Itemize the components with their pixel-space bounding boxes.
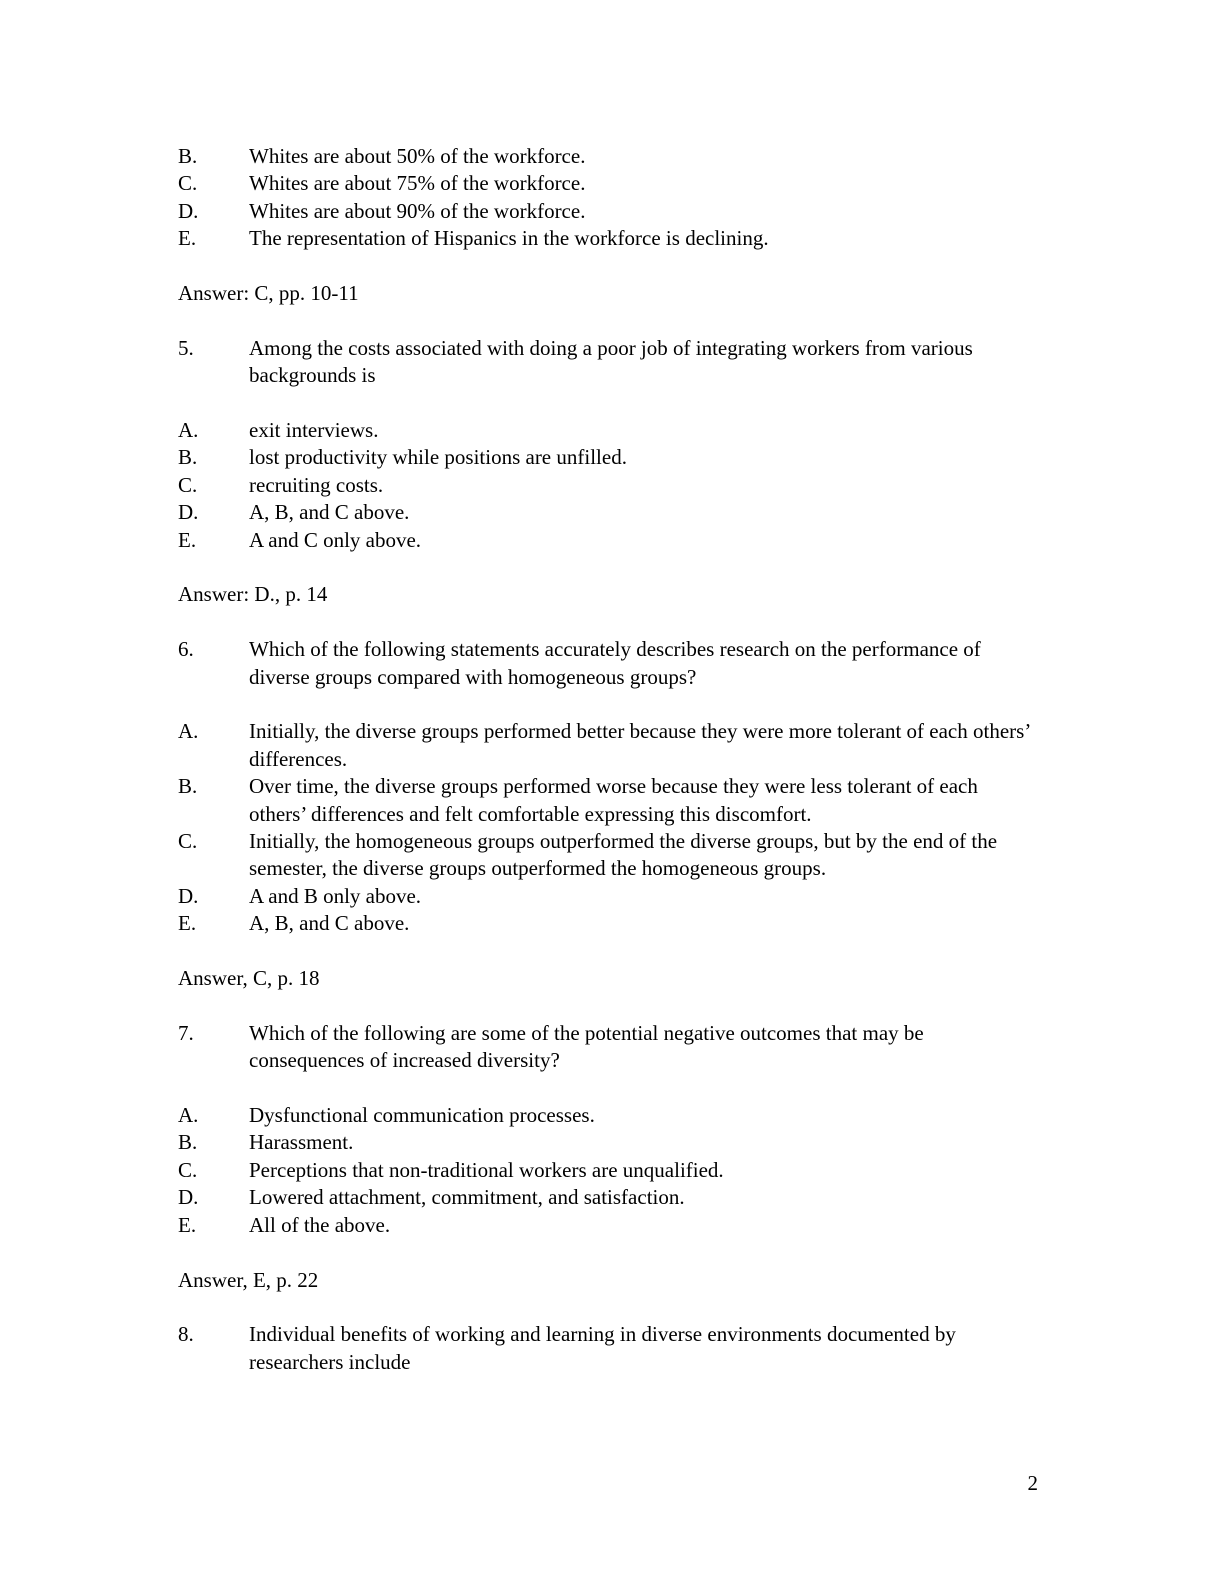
option-text: A, B, and C above. xyxy=(249,911,410,936)
option-row xyxy=(178,170,1038,197)
option-text: exit interviews. xyxy=(249,418,379,443)
option-label: D. xyxy=(178,883,199,908)
option-label: C. xyxy=(178,171,198,196)
option-row xyxy=(178,773,1038,828)
option-text: A and C only above. xyxy=(249,527,422,552)
option-text: Initially, the diverse groups performed better because they were more tolerant of each others’ differences. xyxy=(249,719,1030,771)
option-row xyxy=(178,527,1038,554)
option-row xyxy=(178,910,1038,937)
option-text: A, B, and C above. xyxy=(249,500,410,525)
option-row xyxy=(178,1102,1038,1129)
option-row xyxy=(178,1157,1038,1184)
answer-line: Answer: C, pp. 10-11 xyxy=(178,281,359,306)
option-label: D. xyxy=(178,500,199,525)
question-text: Which of the following are some of the potential negative outcomes that may be consequences of increased diversity? xyxy=(249,1020,924,1073)
question-number: 5. xyxy=(178,335,194,360)
question-5 xyxy=(178,335,1038,390)
option-label: C. xyxy=(178,829,198,854)
page-content xyxy=(178,143,1038,1376)
option-row xyxy=(178,1212,1038,1239)
option-label: E. xyxy=(178,911,197,936)
option-row xyxy=(178,143,1038,170)
question-number: 8. xyxy=(178,1322,194,1347)
option-label: C. xyxy=(178,472,198,497)
answer-line: Answer: D., p. 14 xyxy=(178,582,328,607)
option-row xyxy=(178,225,1038,252)
question-6 xyxy=(178,636,1038,691)
option-label: B. xyxy=(178,445,198,470)
option-label: C. xyxy=(178,1157,198,1182)
option-label: E. xyxy=(178,226,197,251)
page-number: 2 xyxy=(1027,1471,1038,1495)
option-text: Perceptions that non-traditional workers are unqualified. xyxy=(249,1157,724,1182)
option-row xyxy=(178,883,1038,910)
option-text: A and B only above. xyxy=(249,883,422,908)
option-row xyxy=(178,718,1038,773)
option-text: recruiting costs. xyxy=(249,472,384,497)
question-number: 7. xyxy=(178,1020,194,1045)
question-4-options xyxy=(178,143,1038,253)
question-7 xyxy=(178,1020,1038,1075)
option-label: E. xyxy=(178,1212,197,1237)
option-label: A. xyxy=(178,418,199,443)
option-row xyxy=(178,417,1038,444)
option-text: lost productivity while positions are unfilled. xyxy=(249,445,627,470)
option-label: D. xyxy=(178,198,199,223)
option-row xyxy=(178,198,1038,225)
option-label: A. xyxy=(178,1103,199,1128)
option-text: Initially, the homogeneous groups outperformed the diverse groups, but by the end of the semester, the diverse groups outperformed the homogeneous groups. xyxy=(249,829,998,881)
option-text: All of the above. xyxy=(249,1212,391,1237)
option-row xyxy=(178,1129,1038,1156)
option-text: Dysfunctional communication processes. xyxy=(249,1103,595,1128)
option-row xyxy=(178,499,1038,526)
option-label: A. xyxy=(178,719,199,744)
option-text: Harassment. xyxy=(249,1130,354,1155)
option-text: Over time, the diverse groups performed worse because they were less tolerant of each others’ differences and felt comfortable expressing this discomfort. xyxy=(249,774,978,826)
option-label: B. xyxy=(178,774,198,799)
option-text: Whites are about 75% of the workforce. xyxy=(249,171,586,196)
option-text: Whites are about 90% of the workforce. xyxy=(249,198,586,223)
question-text: Individual benefits of working and learning in diverse environments documented by researchers include xyxy=(249,1322,956,1374)
option-label: B. xyxy=(178,144,198,168)
answer-line: Answer, C, p. 18 xyxy=(178,966,320,991)
question-text: Which of the following statements accurately describes research on the performance of diverse groups compared with homogeneous groups? xyxy=(249,637,981,689)
option-row xyxy=(178,444,1038,471)
question-8 xyxy=(178,1321,1038,1376)
question-number: 6. xyxy=(178,637,194,662)
question-text: Among the costs associated with doing a poor job of integrating workers from various backgrounds is xyxy=(249,335,973,388)
option-text: Lowered attachment, commitment, and satisfaction. xyxy=(249,1185,685,1210)
answer-line: Answer, E, p. 22 xyxy=(178,1267,319,1292)
option-row xyxy=(178,828,1038,883)
option-text: The representation of Hispanics in the workforce is declining. xyxy=(249,226,769,251)
option-label: D. xyxy=(178,1185,199,1210)
option-label: E. xyxy=(178,527,197,552)
option-text: Whites are about 50% of the workforce. xyxy=(249,144,586,168)
option-row xyxy=(178,472,1038,499)
option-label: B. xyxy=(178,1130,198,1155)
option-row xyxy=(178,1184,1038,1211)
